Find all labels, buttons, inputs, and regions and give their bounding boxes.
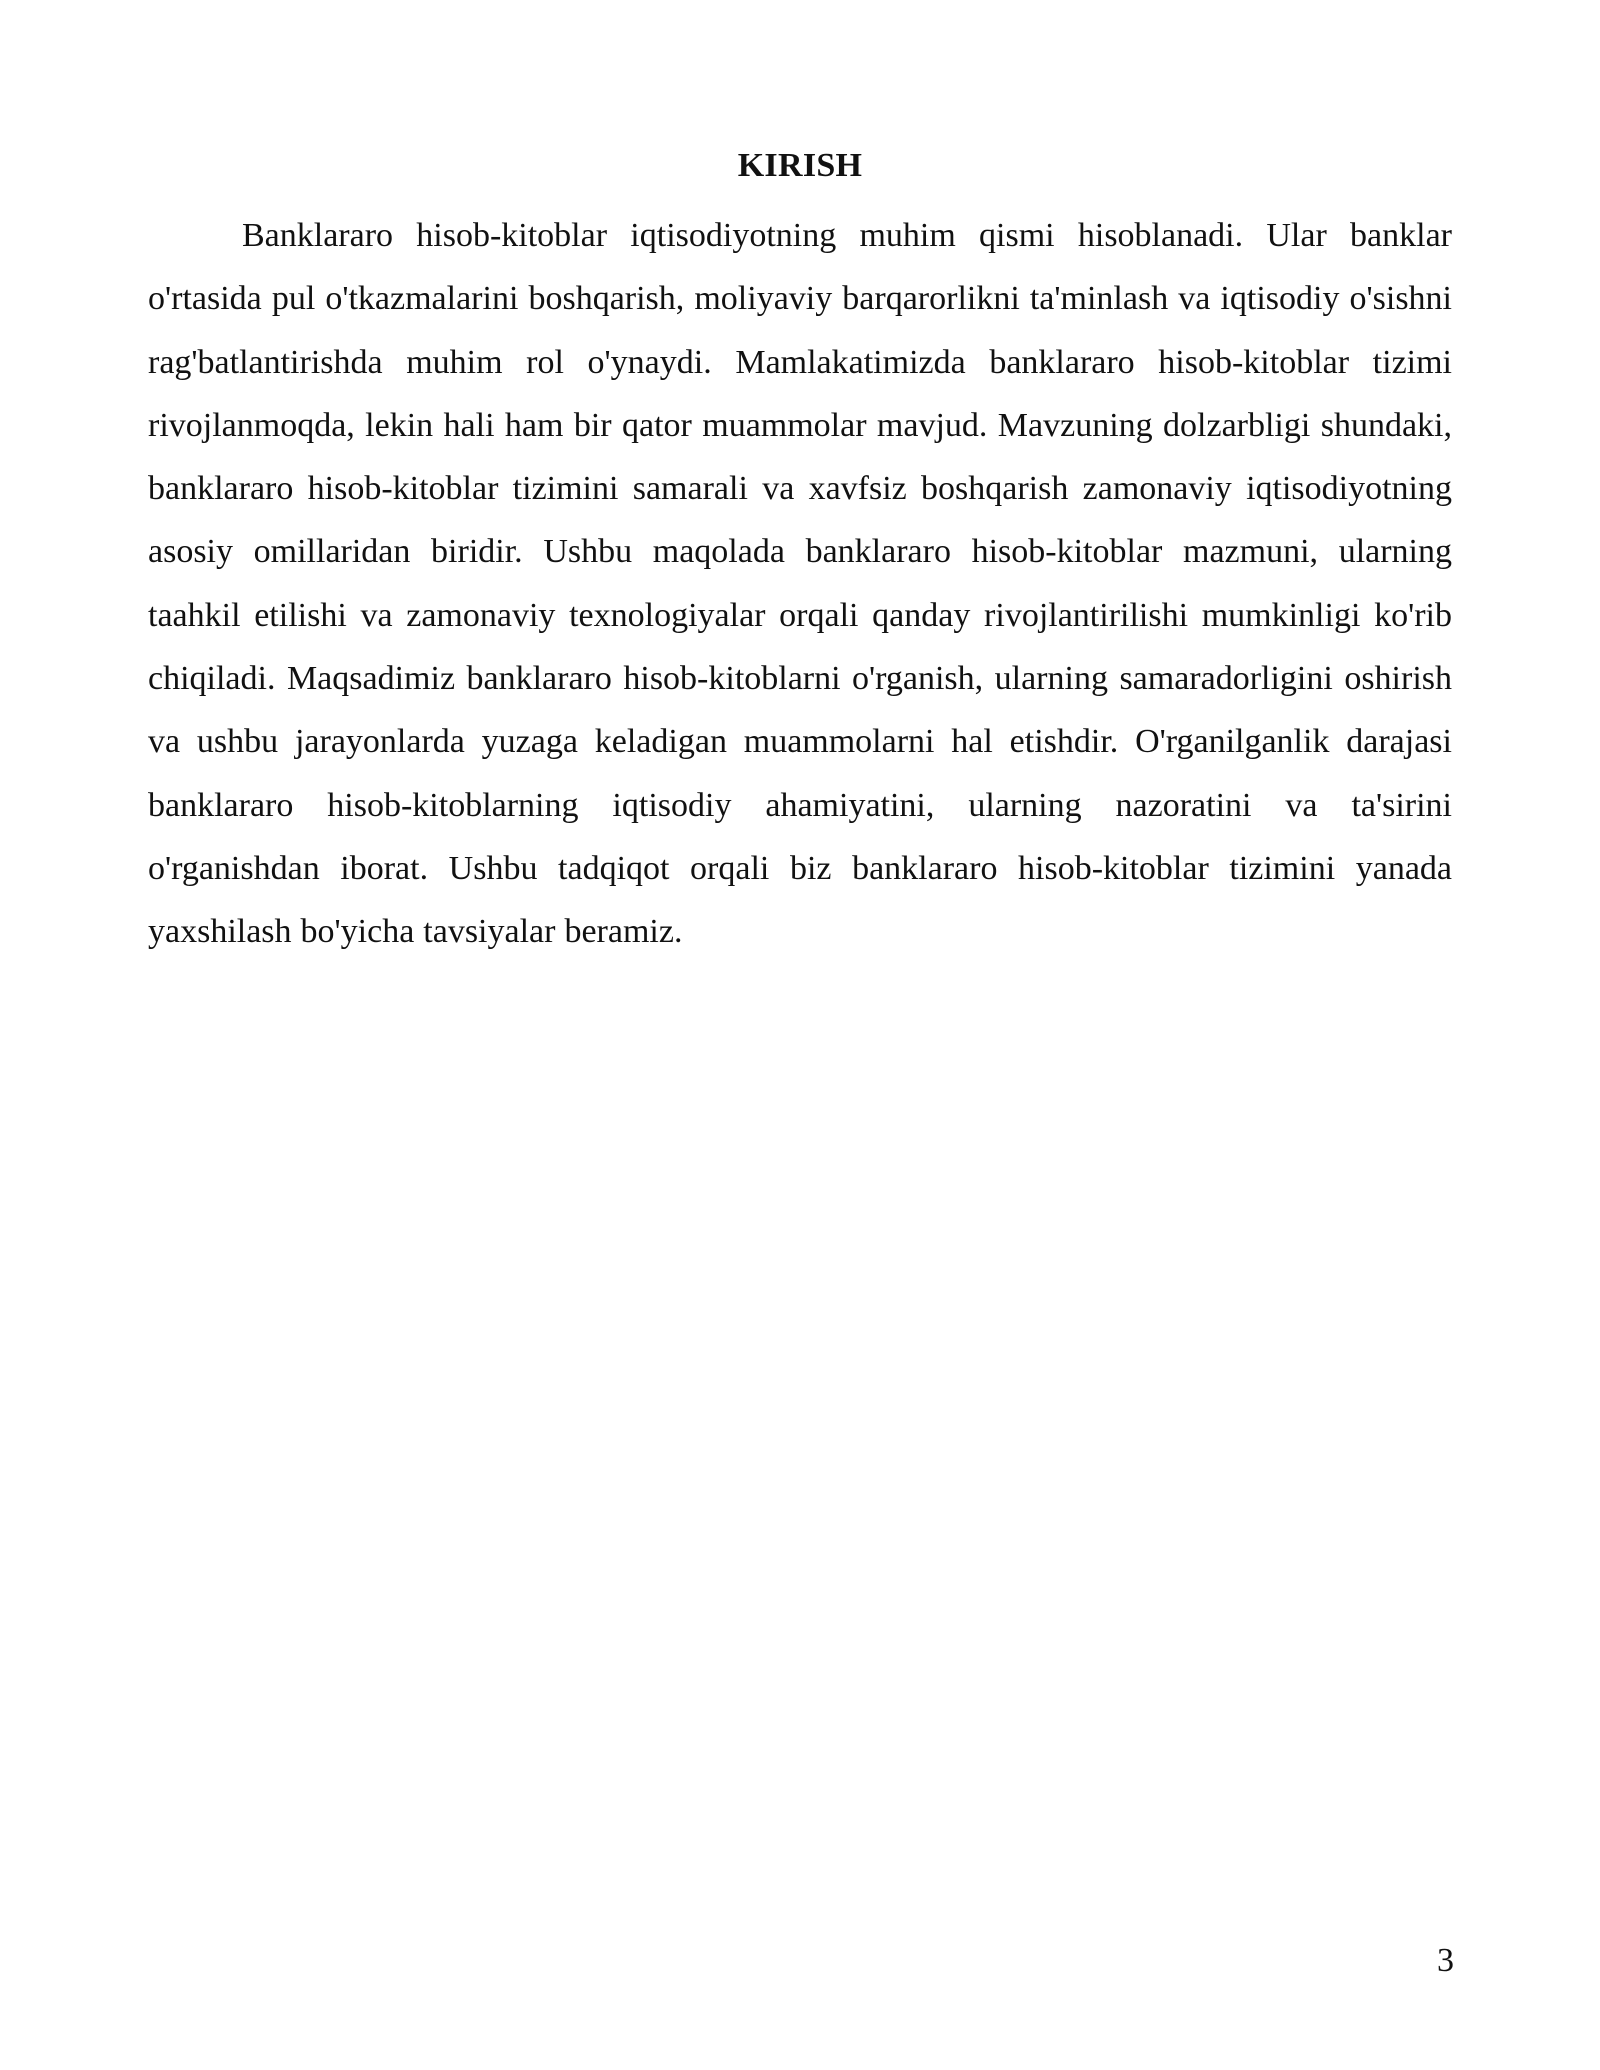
page-content bbox=[148, 142, 1452, 964]
body-paragraph: Banklararo hisob-kitoblar iqtisodiyotning muhim qismi hisoblanadi. Ular banklar o'rtasida pul o'tkazmalarini boshqarish, moliyaviy barqarorlikni ta'minlash va iqtisodiy o'sishni rag'batlantirishda muhim rol o'ynaydi. Mamlakatimizda banklararo hisob-kitoblar tizimi rivojlanmoqda, lekin hali ham bir qator muammolar mavjud. Mavzuning dolzarbligi shundaki, banklararo hisob-kitoblar tizimini samarali va xavfsiz boshqarish zamonaviy iqtisodiyotning asosiy omillaridan biridir. Ushbu maqolada banklararo hisob-kitoblar mazmuni, ularning taahkil etilishi va zamonaviy texnologiyalar orqali qanday rivojlantirilishi mumkinligi ko'rib chiqiladi. Maqsadimiz banklararo hisob-kitoblarni o'rganish, ularning samaradorligini oshirish va ushbu jarayonlarda yuzaga keladigan muammolarni hal etishdir. O'rganilganlik darajasi banklararo hisob-kitoblarning iqtisodiy ahamiyatini, ularning nazoratini va ta'sirini o'rganishdan iborat. Ushbu tadqiqot orqali biz banklararo hisob-kitoblar tizimini yanada yaxshilash bo'yicha tavsiyalar beramiz. bbox=[148, 217, 1452, 951]
page-number: 3 bbox=[1437, 1942, 1454, 1979]
section-heading: KIRISH bbox=[737, 147, 863, 184]
